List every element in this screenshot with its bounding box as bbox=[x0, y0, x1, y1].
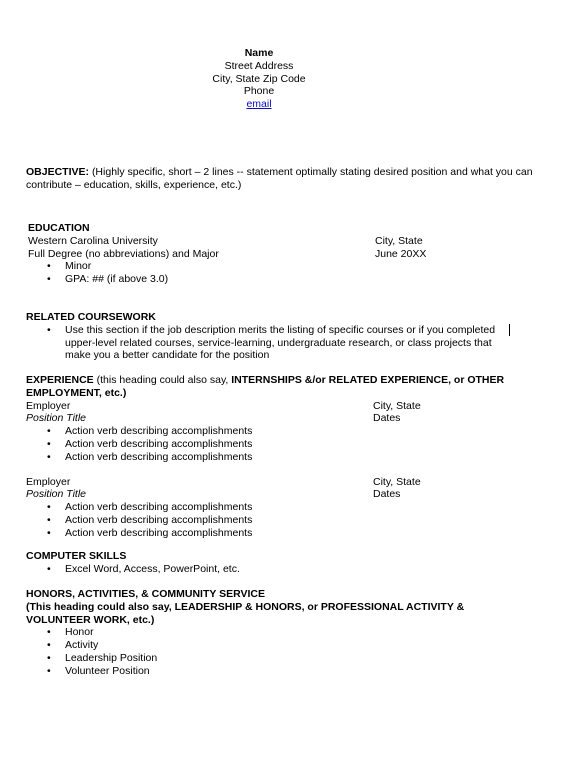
objective-text: (Highly specific, short – 2 lines -- statement optimally stating desired position and what you can contribute – education, skills, experience, etc.) bbox=[26, 166, 533, 191]
section-heading-education: EDUCATION bbox=[28, 222, 90, 234]
job-dates: Dates bbox=[373, 488, 401, 501]
coursework-section bbox=[26, 311, 512, 362]
section-heading-honors: HONORS, ACTIVITIES, & COMMUNITY SERVICE bbox=[26, 588, 265, 600]
degree: Full Degree (no abbreviations) and Major bbox=[28, 247, 219, 260]
list-item: • Action verb describing accomplishments bbox=[26, 501, 526, 514]
employer: Employer bbox=[26, 475, 71, 488]
position-title: Position Title bbox=[26, 488, 87, 501]
list-item: • Action verb describing accomplishments bbox=[26, 438, 526, 451]
education-section bbox=[28, 222, 548, 286]
objective-label: OBJECTIVE: bbox=[26, 166, 90, 178]
city-state-zip: City, State Zip Code bbox=[212, 72, 306, 85]
job-dates: Dates bbox=[373, 412, 401, 425]
list-item: • Action verb describing accomplishments bbox=[26, 451, 526, 464]
honors-section bbox=[26, 588, 496, 678]
experience-heading: EXPERIENCE bbox=[26, 374, 94, 386]
street-address: Street Address bbox=[224, 59, 294, 72]
section-heading-experience bbox=[26, 374, 526, 400]
section-heading-computer-skills: COMPUTER SKILLS bbox=[26, 550, 127, 562]
job-entry bbox=[26, 400, 526, 464]
school-location: City, State bbox=[375, 234, 423, 247]
section-heading-coursework: RELATED COURSEWORK bbox=[26, 311, 156, 323]
objective-section bbox=[26, 166, 540, 192]
list-item: • Minor bbox=[26, 260, 548, 273]
list-item: • Action verb describing accomplishments bbox=[26, 514, 526, 527]
experience-heading-tail: INTERNSHIPS &/or RELATED EXPERIENCE, or OTHER EMPLOYMENT, etc.) bbox=[26, 374, 505, 399]
list-item: • Activity bbox=[26, 639, 496, 652]
list-item: • Honor bbox=[26, 626, 496, 639]
list-item: • Excel Word, Access, PowerPoint, etc. bbox=[26, 563, 526, 576]
list-item: • GPA: ## (if above 3.0) bbox=[26, 273, 548, 286]
list-item bbox=[26, 324, 512, 362]
position-title: Position Title bbox=[26, 412, 87, 425]
computer-skills-section bbox=[26, 550, 526, 576]
applicant-name: Name bbox=[244, 47, 274, 59]
list-item: • Action verb describing accomplishments bbox=[26, 527, 526, 540]
honors-subheading: (This heading could also say, LEADERSHIP & HONORS, or PROFESSIONAL ACTIVITY & VOLUNTEER WORK, etc.) bbox=[26, 600, 465, 626]
list-item: • Action verb describing accomplishments bbox=[26, 425, 526, 438]
experience-section bbox=[26, 374, 526, 540]
coursework-text: Use this section if the job description merits the listing of specific courses or if you completed upper-level related courses, service-learning, undergraduate research, or class projects that make you a better candidate for the position bbox=[65, 323, 496, 362]
graduation-date: June 20XX bbox=[375, 247, 427, 260]
text-cursor bbox=[509, 324, 510, 336]
job-location: City, State bbox=[373, 475, 421, 488]
email-link[interactable]: email bbox=[246, 98, 272, 111]
job-location: City, State bbox=[373, 399, 421, 412]
list-item: • Volunteer Position bbox=[26, 665, 496, 678]
school-name: Western Carolina University bbox=[28, 234, 158, 247]
list-item: • Leadership Position bbox=[26, 652, 496, 665]
phone: Phone bbox=[243, 85, 275, 98]
resume-header bbox=[140, 47, 378, 111]
employer: Employer bbox=[26, 399, 71, 412]
experience-heading-note: (this heading could also say, bbox=[96, 374, 232, 386]
job-entry bbox=[26, 476, 526, 540]
